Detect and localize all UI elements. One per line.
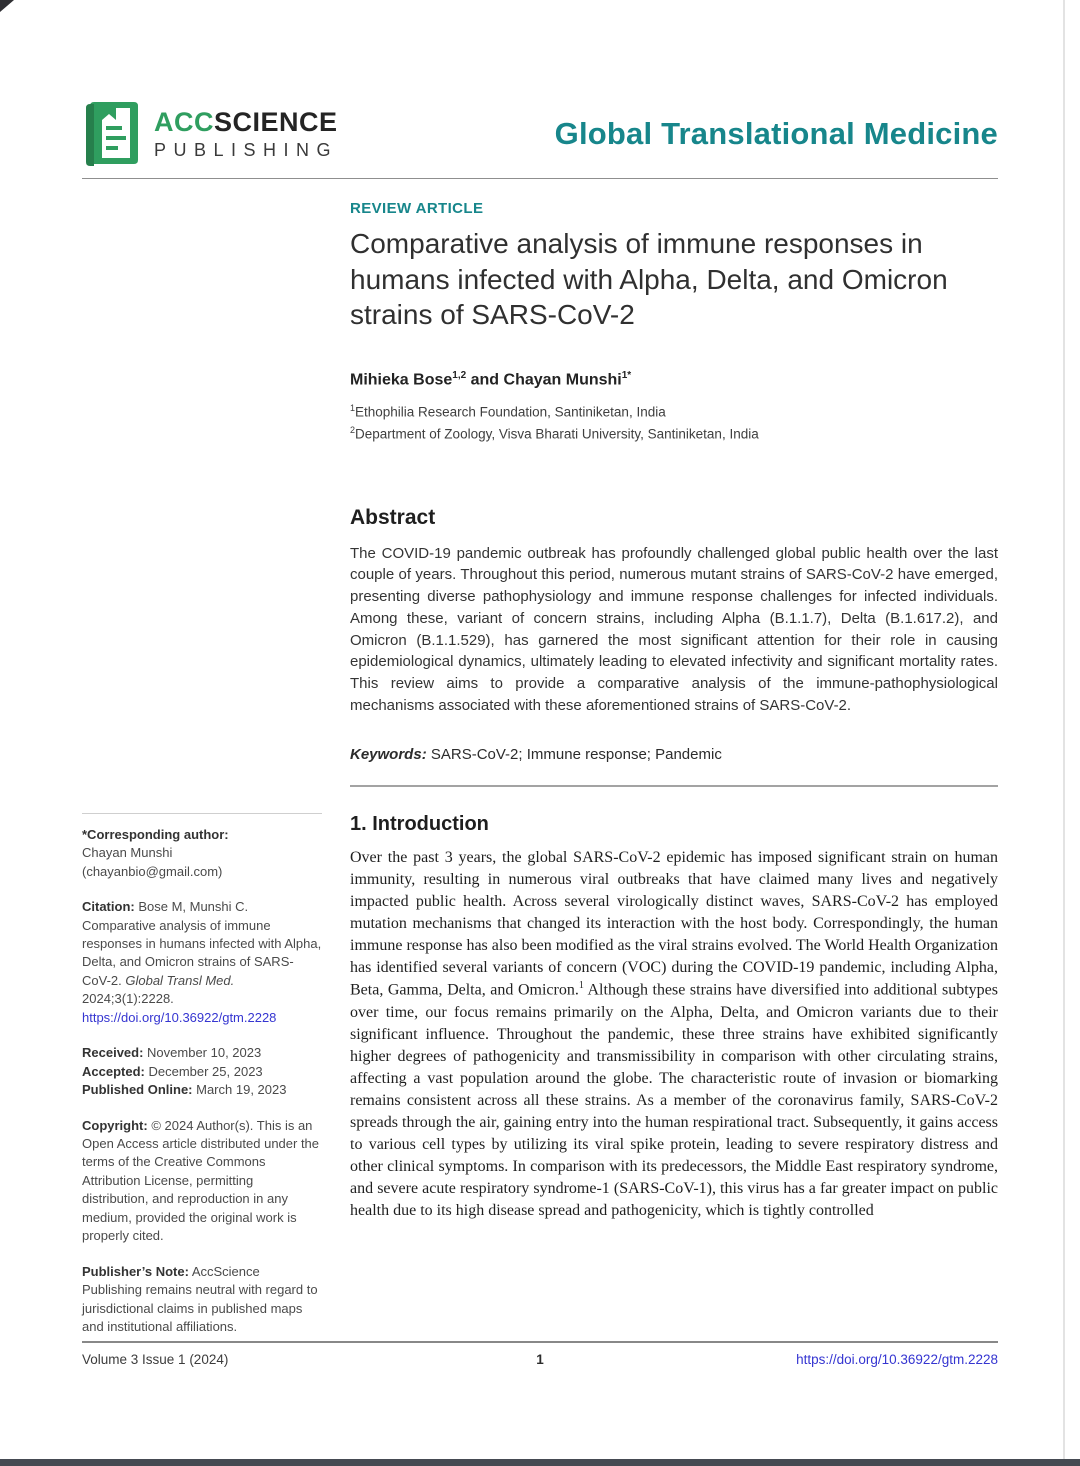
affiliation-2 — [350, 423, 998, 445]
corresponding-author-email[interactable]: (chayanbio@gmail.com) — [82, 863, 223, 879]
copyright-text: © 2024 Author(s). This is an Open Access article distributed under the terms of the Creative Commons Attribution License, permitting distribution, and reproduction in any medium, provided the original work is properly cited. — [82, 1117, 320, 1244]
introduction-paragraph — [350, 847, 998, 1223]
reference-1-sup[interactable]: 1 — [578, 980, 584, 992]
publishers-note-text: AccScience Publishing remains neutral with regard to jurisdictional claims in published maps and institutional affiliations. — [82, 1263, 318, 1335]
authors-line — [350, 370, 998, 389]
book-icon — [82, 100, 142, 168]
keywords-line — [350, 746, 998, 763]
affiliation-1-text: Ethophilia Research Foundation, Santiniketan, India — [355, 404, 666, 420]
citation-block — [82, 898, 322, 1027]
citation-label: Citation: — [82, 899, 135, 915]
footer-doi-link[interactable]: https://doi.org/10.36922/gtm.2228 — [796, 1352, 998, 1367]
affiliation-2-text: Department of Zoology, Visva Bharati University, Santiniketan, India — [355, 426, 759, 442]
citation-text-before: Bose M, Munshi C. Comparative analysis of immune responses in humans infected with Alpha, Delta, and Omicron strains of SARS-CoV-2. — [82, 899, 322, 988]
intro-text-1: Over the past 3 years, the global SARS-CoV-2 epidemic has imposed significant strain on human immunity, resulting in numerous viral outbreaks that have claimed many lives and negatively impacted public health. Across several virologically distinct waves, SARS-CoV-2 has employed mutation mechanisms that changed its interaction with the host body. Correspondingly, the human immune response has also been modified as the viral strains evolved. The World Health Organization has identified several variants of concern (VOC) during the COVID-19 pandemic, including Alpha, Beta, Gamma, Delta, and Omicron. — [350, 848, 998, 999]
footer-page-number: 1 — [536, 1352, 544, 1367]
journal-header — [82, 100, 998, 179]
page-edge-line — [1063, 0, 1065, 1466]
authors-joiner: and — [466, 370, 504, 388]
affiliations — [350, 401, 998, 446]
sidebar-divider — [82, 813, 322, 814]
publisher-name-acc: ACC — [154, 107, 214, 137]
accepted-label: Accepted: — [82, 1063, 145, 1079]
author-2-affil-sup: 1* — [621, 369, 632, 381]
affiliation-1-sup: 1 — [350, 402, 356, 413]
journal-title: Global Translational Medicine — [554, 116, 998, 151]
received-label: Received: — [82, 1045, 144, 1061]
affiliation-1 — [350, 401, 998, 423]
article-title: Comparative analysis of immune responses in humans infected with Alpha, Delta, and Omicron strains of SARS-CoV-2 — [350, 228, 948, 331]
abstract-body: The COVID-19 pandemic outbreak has profoundly challenged global public health over the last couple of years. Throughout this period, numerous mutant strains of SARS-CoV-2 have emerged, presenting diverse pathophysiology and immune response challenges for infected individuals. Among these, variant of concern strains, including Alpha (B.1.1.7), Delta (B.1.617.2), and Omicron (B.1.1.529), has garnered the most significant attention for their role in causing epidemiological dynamics, ultimately leading to elevated infectivity and significant mortality rates. This review aims to provide a comparative analysis of the immune-pathophysiological mechanisms associated with these aforementioned strains of SARS-CoV-2. — [350, 544, 998, 714]
page-footer — [82, 1341, 998, 1367]
dates-block — [82, 1044, 322, 1099]
article-body — [350, 813, 998, 1354]
corresponding-author-label: *Corresponding author: — [82, 826, 229, 842]
introduction-heading: 1. Introduction — [350, 812, 489, 835]
keywords-text: SARS-CoV-2; Immune response; Pandemic — [426, 745, 722, 763]
published-online-value: March 19, 2023 — [192, 1082, 287, 1098]
author-1-affil-sup: 1,2 — [452, 369, 467, 381]
accepted-value: December 25, 2023 — [144, 1063, 263, 1079]
citation-journal-abbrev: Global Transl Med. — [125, 972, 235, 988]
copyright-label: Copyright: — [82, 1117, 148, 1133]
abstract-heading: Abstract — [350, 505, 436, 529]
publisher-subtitle: PUBLISHING — [154, 140, 339, 160]
viewer-bottom-edge — [0, 1459, 1080, 1466]
publishers-note-label: Publisher’s Note: — [82, 1263, 189, 1279]
author-2: Chayan Munshi — [503, 370, 622, 388]
publishers-note-block — [82, 1263, 322, 1337]
article-type-label: REVIEW ARTICLE — [350, 200, 484, 217]
intro-text-2: Although these strains have diversified into additional subtypes over time, our focus remains primarily on the Alpha, Delta, and Omicron variants due to their significant influence. Throughout the pandemic, these three strains have exhibited significantly higher degrees of pathogenicity and transmissibility in comparison with other circulating strains, affecting a vast population around the globe. The characteristic route of invasion or biomarking remains consistent across all these strains. As a member of the coronavirus family, SARS-CoV-2 spreads through the air, gaining entry into the human respirational tract. Subsequently, it gains access to various cell types by utilizing its viral spike protein, leading to severe respiratory distress and other clinical symptoms. In comparison with its predecessors, the Middle East respiratory syndrome, and severe acute respiratory syndrome-1 (SARS-CoV-1), this virus has a far greater impact on public health due to its high disease spread and pathogenicity, which is tightly controlled — [350, 981, 998, 1220]
corresponding-author-block — [82, 826, 322, 881]
article-meta-sidebar — [82, 813, 322, 1354]
publisher-logo — [82, 100, 338, 168]
scan-corner-artifact — [0, 0, 14, 12]
citation-text-after: 2024;3(1):2228. — [82, 991, 174, 1007]
received-value: November 10, 2023 — [143, 1045, 262, 1061]
affiliation-2-sup: 2 — [350, 425, 356, 436]
keywords-divider — [350, 785, 998, 787]
publisher-name — [154, 107, 338, 161]
author-1: Mihieka Bose — [350, 370, 453, 388]
keywords-label: Keywords: — [350, 745, 427, 763]
footer-volume-issue: Volume 3 Issue 1 (2024) — [82, 1352, 229, 1367]
publisher-name-science: SCIENCE — [214, 107, 338, 137]
copyright-block — [82, 1117, 322, 1246]
published-online-label: Published Online: — [82, 1082, 193, 1098]
citation-doi-link[interactable]: https://doi.org/10.36922/gtm.2228 — [82, 1009, 277, 1025]
corresponding-author-name: Chayan Munshi — [82, 845, 173, 861]
